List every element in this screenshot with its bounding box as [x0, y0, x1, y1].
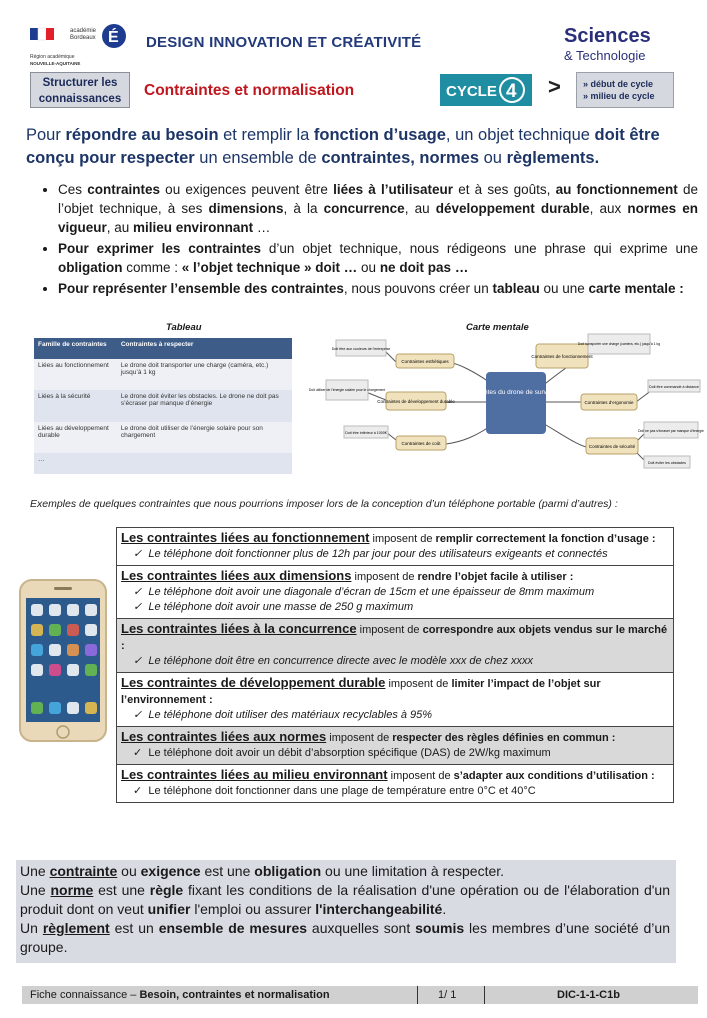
example-constraints-table — [34, 338, 292, 474]
smartphone-image — [18, 578, 108, 743]
mindmap-node: Contraintes esthétiques — [401, 359, 449, 364]
constraint-item: ✓ Le téléphone doit fonctionner plus de 12h par jour pour des utilisateurs exigeants et connectés — [133, 548, 608, 560]
academie-line2: Bordeaux — [70, 35, 96, 41]
constraint-cell — [117, 727, 674, 765]
cycle-label: CYCLE — [446, 83, 497, 100]
constraint-cell — [117, 528, 674, 566]
constraint-item: ✓ Le téléphone doit fonctionner dans une plage de température entre 0°C et 40°C — [133, 785, 536, 797]
caption-carte-mentale: Carte mentale — [466, 322, 529, 333]
bullet-list — [32, 180, 698, 300]
table-cell: Le drone doit transporter une charge (caméra, etc.) jusqu’à 1 kg — [120, 361, 269, 376]
constraint-item: ✓ Le téléphone doit avoir une diagonale d’écran de 15cm et une épaisseur de 8mm maximum — [133, 586, 595, 598]
constraint-heading: Les contraintes liées aux dimensions imposent de rendre l’objet facile à utiliser : — [121, 568, 574, 583]
table-row — [117, 765, 674, 803]
mindmap-center: Contraintes du drone de surveillance — [463, 389, 569, 396]
constraints-table — [116, 527, 674, 803]
table-row — [117, 528, 674, 566]
check-icon: ✓ — [133, 548, 143, 560]
cycle-start-text: » début de cycle — [583, 79, 654, 89]
table-cell: Le drone doit éviter les obstacles. Le drone ne doit pas s’écraser par manque d’énergie — [117, 390, 292, 422]
intro-paragraph: Pour répondre au besoin et remplir la fonction d’usage, un objet technique doit être conçu pour respecter un ensemble de contraintes, normes ou règlements. — [26, 126, 660, 167]
academie-bordeaux-logo — [30, 22, 130, 72]
constraint-heading: Les contraintes liées aux normes imposent de respecter des règles définies en commun : — [121, 729, 616, 744]
table-cell: Liées au développement durable — [38, 424, 109, 439]
check-icon: ✓ — [133, 655, 143, 667]
footer-divider — [417, 986, 418, 1004]
table-cell: Liées à la sécurité — [34, 390, 117, 422]
constraint-cell — [117, 673, 674, 727]
table-cell: Le drone doit utiliser de l’énergie solaire pour son chargement — [120, 424, 263, 439]
table-cell: Liées au fonctionnement — [38, 361, 109, 369]
constraint-item: ✓ Le téléphone doit utiliser des matériaux recyclables à 95% — [133, 709, 433, 721]
bullet-item: • Pour exprimer les contraintes d’un objet technique, nous rédigeons une phrase qui exprime une obligation comme : « l’objet technique » doit … ou ne doit pas … — [58, 239, 698, 277]
constraint-item: ✓ Le téléphone doit avoir une masse de 250 g maximum — [133, 601, 414, 613]
table-row — [117, 619, 674, 673]
footer-code: DIC-1-1-C1b — [557, 989, 620, 1001]
svg-text:É: É — [108, 29, 119, 46]
cycle-4-badge — [440, 74, 532, 106]
mindmap-leaf: Doit être commandé à distance — [649, 385, 699, 389]
region-line2: NOUVELLE-AQUITAINE — [30, 61, 81, 66]
constraint-heading: Les contraintes de développement durable imposent de limiter l’impact de l’objet sur l’environnement : — [121, 675, 601, 706]
sciences-technologie-logo — [556, 20, 686, 70]
cycle-number: 4 — [506, 81, 517, 102]
definition-norme: Une norme est une règle fixant les conditions de la réalisation d'une opération ou de l'élaboration d'un produit dont on veut unifier l'emploi ou assurer l'interchangeabilité. — [20, 882, 670, 917]
table-header-cell: Famille de contraintes — [34, 338, 117, 359]
definitions-box — [16, 860, 676, 963]
check-icon: ✓ — [133, 785, 143, 797]
mindmap-leaf: Doit être aux couleurs de l’entreprise — [331, 347, 391, 351]
check-icon: ✓ — [133, 747, 143, 759]
footer-divider — [484, 986, 485, 1004]
mind-map — [308, 332, 706, 482]
mindmap-leaf: Doit être inférieur à 1000€ — [345, 431, 387, 435]
table-row — [34, 422, 292, 454]
mindmap-node: Contraintes de sécurité — [588, 444, 636, 449]
sciences-text: Sciences — [564, 25, 651, 47]
check-icon: ✓ — [133, 601, 143, 613]
mindmap-leaf: Doit utiliser de l’énergie solaire pour le chargement — [308, 388, 386, 392]
mindmap-leaf: Doit ne pas s’écraser par manque d’énergie — [638, 429, 704, 433]
table-row — [34, 359, 292, 391]
mindmap-leaf: Doit éviter les obstacles — [648, 461, 686, 465]
definition-contrainte: Une contrainte ou exigence est une obligation ou une limitation à respecter. — [20, 863, 505, 879]
constraint-cell — [117, 765, 674, 803]
section-title: Contraintes et normalisation — [144, 82, 355, 99]
mindmap-node: Contraintes de développement durable — [377, 399, 455, 404]
constraint-item: ✓ Le téléphone doit être en concurrence directe avec le modèle xxx de chez xxxx — [133, 655, 533, 667]
constraint-heading: Les contraintes liées au milieu environnant imposent de s’adapter aux conditions d’utilisation : — [121, 767, 655, 782]
cycle-middle-text: » milieu de cycle — [583, 91, 655, 101]
table-row — [34, 390, 292, 422]
definition-reglement: Un règlement est un ensemble de mesures auxquelles sont soumis les membres d’une société d’un groupe. — [20, 920, 670, 955]
header-title: DESIGN INNOVATION ET CRÉATIVITÉ — [146, 34, 422, 51]
table-header-cell: Contraintes à respecter — [117, 338, 292, 359]
constraint-item: ✓ Le téléphone doit avoir un débit d’absorption spécifique (DAS) de 2W/kg maximum — [133, 747, 551, 759]
table-row — [34, 453, 292, 474]
technologie-text: & Technologie — [564, 48, 646, 63]
bullet-item: • Ces contraintes ou exigences peuvent être liées à l’utilisateur et à ses goûts, au fonctionnement de l’objet technique, à ses dimensions, à la concurrence, au développement durable, aux normes en vigueur, au milieu environnant … — [58, 180, 698, 237]
table-cell: … — [34, 453, 117, 474]
bullet-item: • Pour représenter l’ensemble des contraintes, nous pouvons créer un tableau ou une carte mentale : — [58, 279, 698, 298]
mindmap-leaf: Doit transporter une charge (caméra, etc.) jusqu’à 1 kg — [577, 342, 661, 346]
caption-tableau: Tableau — [166, 322, 202, 333]
cycle-progress-box — [576, 72, 674, 108]
structurer-badge: Structurer les connaissances — [30, 72, 130, 108]
constraint-cell — [117, 566, 674, 619]
region-line1: Région académique — [30, 54, 75, 60]
table-row — [117, 673, 674, 727]
examples-caption: Exemples de quelques contraintes que nous pourrions imposer lors de la conception d’un téléphone portable (parmi d’autres) : — [30, 498, 618, 510]
table-cell — [117, 453, 292, 474]
check-icon: ✓ — [133, 586, 143, 598]
academie-line1: académie — [70, 28, 97, 34]
arrow-icon: > — [548, 74, 561, 99]
table-header-row — [34, 338, 292, 359]
mindmap-node: Contraintes de coût — [401, 441, 441, 446]
page-footer — [22, 986, 698, 1004]
mindmap-node: Contraintes d’ergonomie — [584, 400, 634, 405]
table-row — [117, 727, 674, 765]
constraint-heading: Les contraintes liées au fonctionnement imposent de remplir correctement la fonction d’usage : — [121, 530, 656, 545]
table-row — [117, 566, 674, 619]
constraint-heading: Les contraintes liées à la concurrence imposent de correspondre aux objets vendus sur le marché : — [121, 621, 668, 652]
constraint-cell — [117, 619, 674, 673]
check-icon: ✓ — [133, 709, 143, 721]
footer-title: Fiche connaissance – Besoin, contraintes et normalisation — [30, 989, 330, 1001]
mindmap-node: Contraintes de fonctionnement — [531, 354, 593, 359]
footer-page-number: 1/ 1 — [438, 989, 457, 1001]
